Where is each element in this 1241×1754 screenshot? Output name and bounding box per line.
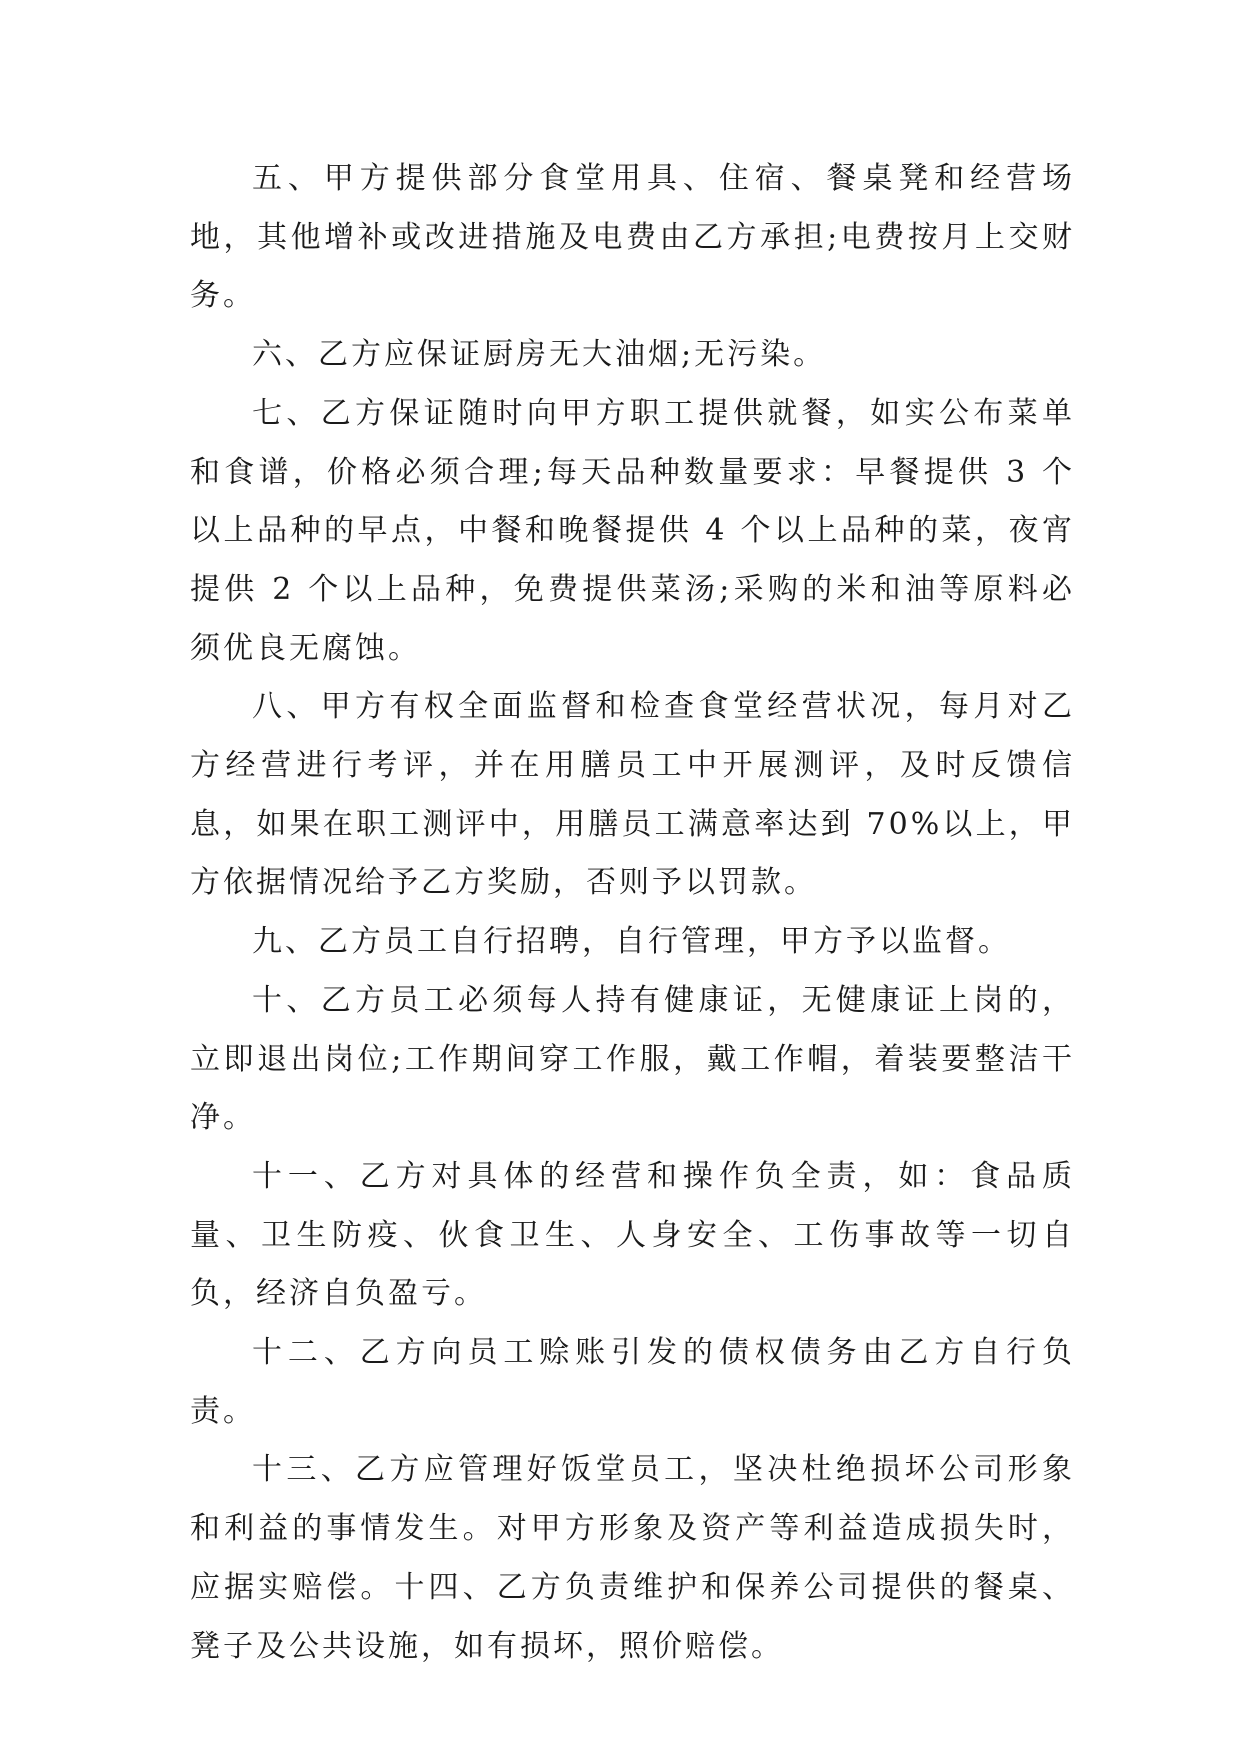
clause-13-14: 十三、乙方应管理好饭堂员工，坚决杜绝损坏公司形象和利益的事情发生。对甲方形象及资产等利益造成损失时，应据实赔偿。十四、乙方负责维护和保养公司提供的餐桌、凳子及公共设施，如有损坏，照价赔偿。	[190, 1452, 1075, 1664]
clause-6: 六、乙方应保证厨房无大油烟;无污染。	[252, 337, 827, 373]
clause-8: 八、甲方有权全面监督和检查食堂经营状况，每月对乙方经营进行考评，并在用膳员工中开展测评，及时反馈信息，如果在职工测评中，用膳员工满意率达到 70%以上，甲方依据情况给予乙方奖励，否则予以罚款。	[190, 689, 1075, 901]
clause-9: 九、乙方员工自行招聘，自行管理，甲方予以监督。	[252, 924, 1011, 960]
clause-11: 十一、乙方对具体的经营和操作负全责，如：食品质量、卫生防疫、伙食卫生、人身安全、工伤事故等一切自负，经济自负盈亏。	[190, 1158, 1075, 1312]
clause-12: 十二、乙方向员工赊账引发的债权债务由乙方自行负责。	[190, 1335, 1075, 1429]
clause-10: 十、乙方员工必须每人持有健康证，无健康证上岗的，立即退出岗位;工作期间穿工作服，戴工作帽，着装要整洁干净。	[190, 982, 1075, 1136]
clause-5: 五、甲方提供部分食堂用具、住宿、餐桌凳和经营场地，其他增补或改进措施及电费由乙方承担;电费按月上交财务。	[190, 161, 1075, 314]
clause-7: 七、乙方保证随时向甲方职工提供就餐，如实公布菜单和食谱，价格必须合理;每天品种数量要求：早餐提供 3 个以上品种的早点，中餐和晚餐提供 4 个以上品种的菜，夜宵提供 2 个以上品种，免费提供菜汤;采购的米和油等原料必须优良无腐蚀。	[190, 395, 1075, 666]
contract-page	[190, 150, 1075, 1676]
